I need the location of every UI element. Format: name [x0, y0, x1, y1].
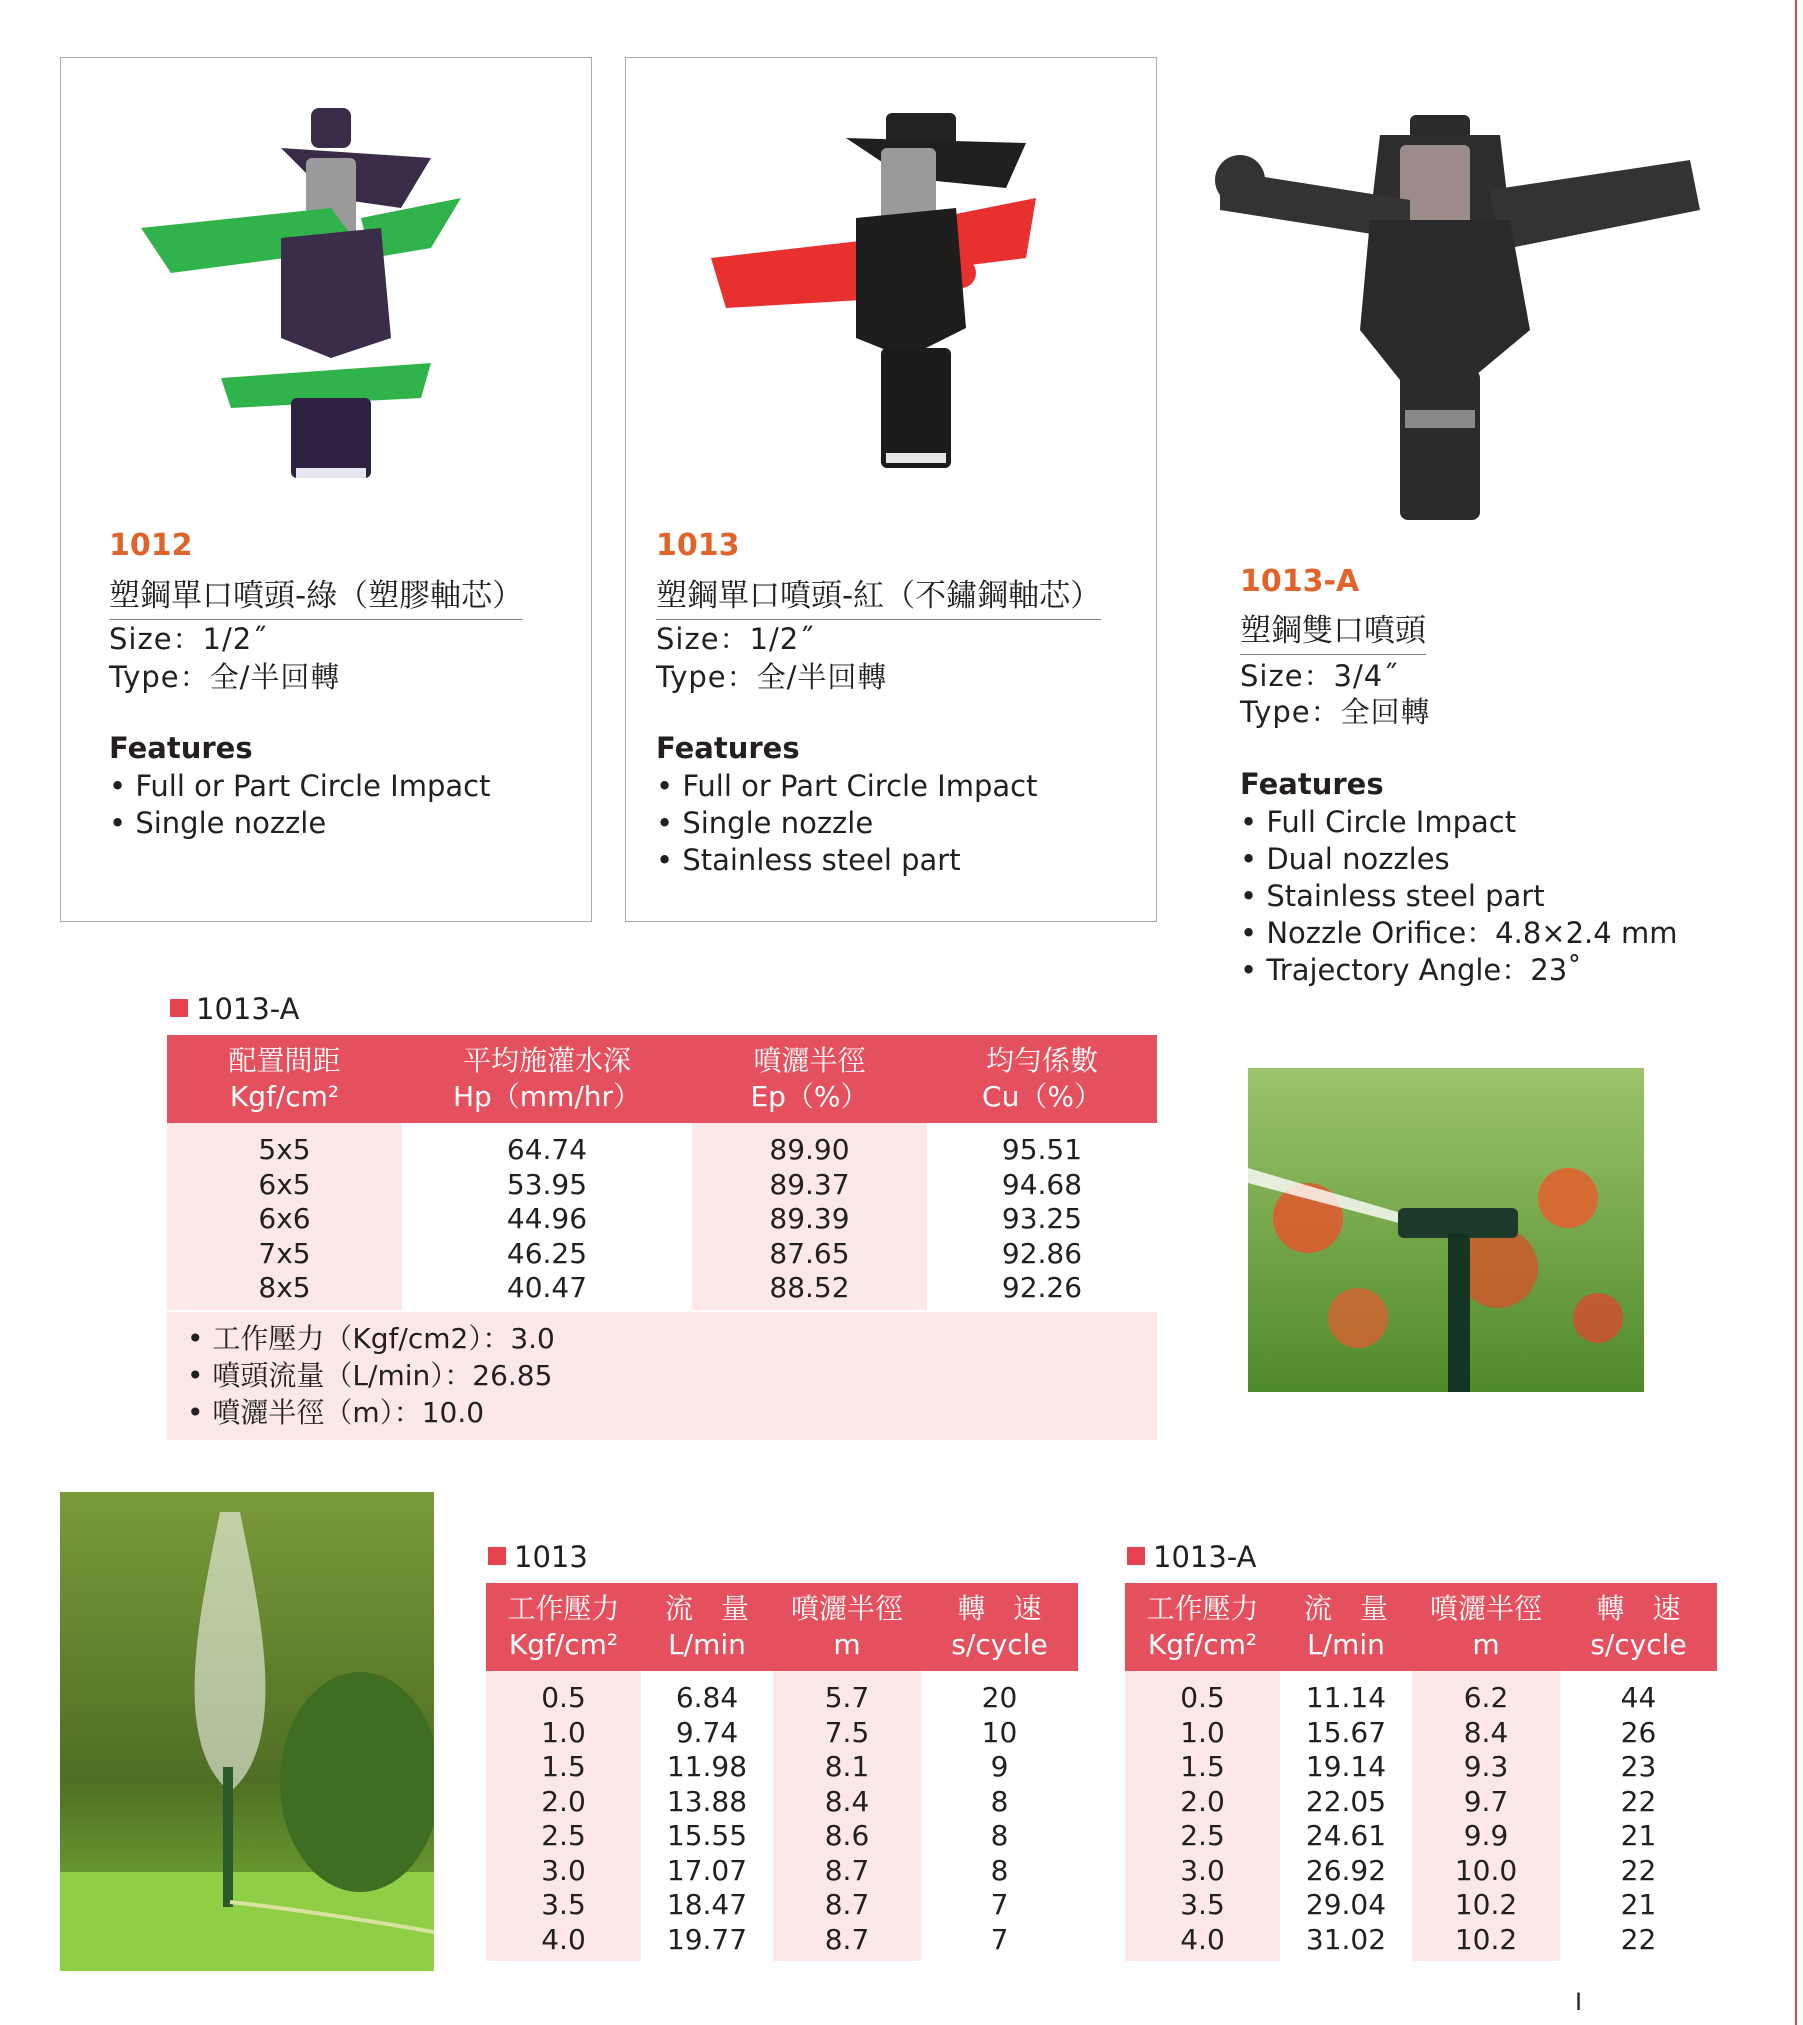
- features-list: [1240, 804, 1677, 989]
- feature-item: • Stainless steel part: [1240, 878, 1677, 915]
- product-type: Type：全/半回轉: [656, 660, 888, 694]
- features-title: Features: [656, 731, 800, 765]
- feature-item: • Full Circle Impact: [1240, 804, 1677, 841]
- column-header: 噴灑半徑 m: [1412, 1583, 1560, 1671]
- product-type: Type：全回轉: [1240, 695, 1431, 729]
- column-header: 配置間距 Kgf/cm²: [167, 1035, 402, 1123]
- table-row: 4.0 31.02 10.2 22: [1125, 1923, 1717, 1962]
- feature-item: • Trajectory Angle：23˚: [1240, 952, 1677, 989]
- sprinkler-1013a-photo: [1210, 110, 1710, 530]
- product-size: Size：1/2˝: [656, 622, 815, 656]
- section-label: [488, 1540, 588, 1574]
- table-row: 3.0 26.92 10.0 22: [1125, 1854, 1717, 1889]
- features-list: [109, 768, 490, 842]
- spacing-table: [167, 1035, 1157, 1310]
- column-header: 轉 速 s/cycle: [1560, 1583, 1717, 1671]
- features-list: [656, 768, 1037, 879]
- section-label-text: 1013-A: [1153, 1540, 1257, 1574]
- product-name-zh: 塑鋼雙口噴頭: [1240, 605, 1426, 655]
- table-row: 0.5 11.14 6.2 44: [1125, 1671, 1717, 1716]
- table-header-row: [486, 1583, 1078, 1671]
- feature-item: • Dual nozzles: [1240, 841, 1677, 878]
- table-row: 6x5 53.95 89.37 94.68: [167, 1168, 1157, 1203]
- table-row: 3.0 17.07 8.7 8: [486, 1854, 1078, 1889]
- column-header: 均勻係數 Cu（%）: [927, 1035, 1157, 1123]
- feature-item: • Full or Part Circle Impact: [656, 768, 1037, 805]
- product-size: Size：3/4˝: [1240, 659, 1399, 693]
- feature-item: • Nozzle Orifice：4.8×2.4 mm: [1240, 915, 1677, 952]
- note-item: • 噴頭流量（L/min）：26.85: [187, 1357, 1157, 1394]
- column-header: 流 量 L/min: [641, 1583, 773, 1671]
- product-code: 1013: [656, 528, 740, 563]
- red-square-bullet: [1127, 1547, 1145, 1565]
- table-header-row: [167, 1035, 1157, 1123]
- table-row: 1.0 15.67 8.4 26: [1125, 1716, 1717, 1751]
- product-card-1013: [625, 57, 1157, 922]
- red-square-bullet: [170, 999, 188, 1017]
- product-code: 1012: [109, 528, 193, 563]
- performance-table-1013: [486, 1583, 1078, 1961]
- product-name-zh: 塑鋼單口噴頭-綠（塑膠軸芯）: [109, 570, 523, 620]
- feature-item: • Single nozzle: [656, 805, 1037, 842]
- red-square-bullet: [488, 1547, 506, 1565]
- column-header: 平均施灌水深 Hp（mm/hr）: [402, 1035, 692, 1123]
- table-row: 2.5 15.55 8.6 8: [486, 1819, 1078, 1854]
- table-row: 2.0 22.05 9.7 22: [1125, 1785, 1717, 1820]
- features-title: Features: [109, 731, 253, 765]
- table-row: 1.5 11.98 8.1 9: [486, 1750, 1078, 1785]
- section-label-text: 1013-A: [196, 992, 300, 1026]
- table-row: 1.0 9.74 7.5 10: [486, 1716, 1078, 1751]
- section-label-text: 1013: [514, 1540, 588, 1574]
- product-type: Type：全/半回轉: [109, 660, 341, 694]
- table-header-row: [1125, 1583, 1717, 1671]
- feature-item: • Stainless steel part: [656, 842, 1037, 879]
- page-number: I: [1575, 1988, 1583, 2016]
- column-header: 噴灑半徑 m: [773, 1583, 921, 1671]
- table-row: 8x5 40.47 88.52 92.26: [167, 1271, 1157, 1310]
- product-size: Size：1/2˝: [109, 622, 268, 656]
- sprinkler-1013-photo: [706, 108, 1086, 498]
- product-card-1012: [60, 57, 592, 922]
- garden-sprinkler-photo: [1248, 1068, 1644, 1392]
- product-code: 1013-A: [1240, 564, 1360, 599]
- note-item: • 噴灑半徑（m）：10.0: [187, 1394, 1157, 1431]
- table-row: 0.5 6.84 5.7 20: [486, 1671, 1078, 1716]
- lawn-sprinkler-photo: [60, 1492, 434, 1971]
- sprinkler-1012-photo: [131, 98, 511, 498]
- table-row: 3.5 29.04 10.2 21: [1125, 1888, 1717, 1923]
- page-edge-rule: [1795, 0, 1797, 2025]
- column-header: 轉 速 s/cycle: [921, 1583, 1078, 1671]
- features-title: Features: [1240, 767, 1384, 801]
- feature-item: • Single nozzle: [109, 805, 490, 842]
- performance-table-1013a: [1125, 1583, 1717, 1961]
- table-row: 6x6 44.96 89.39 93.25: [167, 1202, 1157, 1237]
- column-header: 工作壓力 Kgf/cm²: [486, 1583, 641, 1671]
- section-label: [170, 992, 299, 1026]
- table-row: 3.5 18.47 8.7 7: [486, 1888, 1078, 1923]
- table-row: 7x5 46.25 87.65 92.86: [167, 1237, 1157, 1272]
- column-header: 流 量 L/min: [1280, 1583, 1412, 1671]
- section-label: [1127, 1540, 1256, 1574]
- table-row: 1.5 19.14 9.3 23: [1125, 1750, 1717, 1785]
- table-row: 2.0 13.88 8.4 8: [486, 1785, 1078, 1820]
- product-name-zh: 塑鋼單口噴頭-紅（不鏽鋼軸芯）: [656, 570, 1101, 620]
- feature-item: • Full or Part Circle Impact: [109, 768, 490, 805]
- table-row: 2.5 24.61 9.9 21: [1125, 1819, 1717, 1854]
- column-header: 工作壓力 Kgf/cm²: [1125, 1583, 1280, 1671]
- column-header: 噴灑半徑 Ep（%）: [692, 1035, 927, 1123]
- spacing-notes: [167, 1312, 1157, 1440]
- table-row: 4.0 19.77 8.7 7: [486, 1923, 1078, 1962]
- note-item: • 工作壓力（Kgf/cm2）：3.0: [187, 1320, 1157, 1357]
- table-row: 5x5 64.74 89.90 95.51: [167, 1123, 1157, 1168]
